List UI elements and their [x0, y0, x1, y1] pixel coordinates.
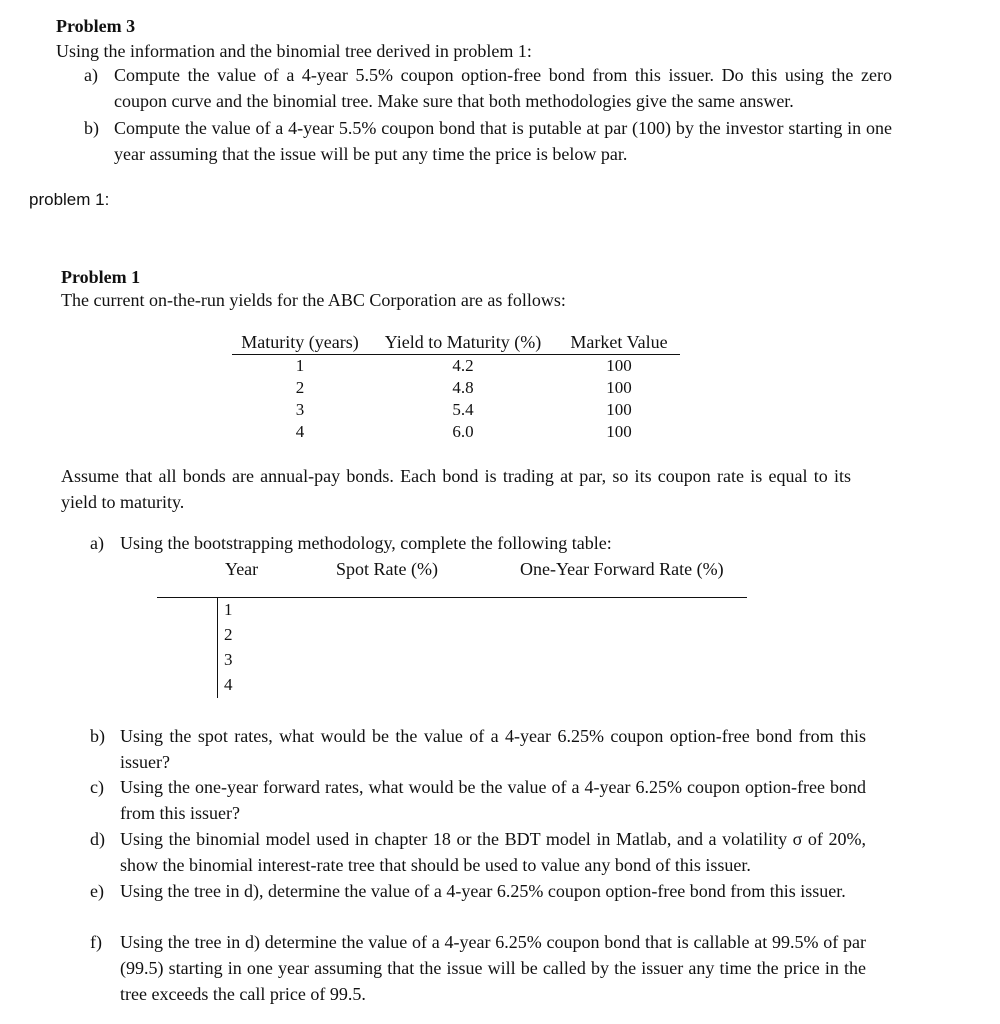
header-market-value: Market Value — [570, 332, 668, 352]
year-cell: 1 — [224, 600, 233, 619]
problem3-item-b — [84, 115, 892, 167]
item-text: Using the spot rates, what would be the value of a 4-year 6.25% coupon option-free bond from this issuer? — [120, 726, 866, 772]
problem1-note: problem 1: — [29, 190, 110, 209]
item-label: a) — [90, 533, 104, 553]
problem1-item-a — [90, 530, 790, 556]
year-cell: 3 — [224, 650, 233, 669]
item-label: b) — [90, 726, 105, 746]
item-text: Using the binomial model used in chapter 18 or the BDT model in Matlab, and a volatility σ of 20%, show the binomial interest-rate tree that should be used to value any bond of this issuer. — [120, 829, 866, 875]
item-text: Using the one-year forward rates, what would be the value of a 4-year 6.25% coupon option-free bond from this issuer? — [120, 777, 866, 823]
item-label: d) — [90, 829, 105, 849]
cell: 6.0 — [452, 422, 474, 441]
table-row — [232, 399, 680, 421]
table-divider — [217, 597, 218, 698]
assumption-text: Assume that all bonds are annual-pay bonds. Each bond is trading at par, so its coupon rate is equal to its yield to maturity. — [61, 466, 851, 512]
item-label: a) — [84, 65, 98, 85]
table-row — [232, 421, 680, 443]
cell: 4.2 — [452, 356, 474, 375]
item-text: Compute the value of a 4-year 5.5% coupon bond that is putable at par (100) by the investor starting in one year assuming that the issue will be put any time the price is below par. — [114, 118, 892, 164]
item-text: Using the tree in d) determine the value of a 4-year 6.25% coupon bond that is callable at 99.5% of par (99.5) starting in one year assuming that the issue will be called by the issuer any time the price in the tree exceeds the call price of 99.5. — [120, 932, 866, 1004]
cell: 5.4 — [452, 400, 474, 419]
problem1-item-d — [90, 826, 866, 878]
year-cell: 4 — [224, 675, 233, 694]
problem1-intro: The current on-the-run yields for the ABC Corporation are as follows: — [61, 290, 566, 310]
item-label: e) — [90, 881, 104, 901]
year-cell: 2 — [224, 625, 233, 644]
header-ytm: Yield to Maturity (%) — [384, 332, 542, 352]
table-rule — [157, 597, 747, 598]
cell: 100 — [606, 356, 632, 375]
item-text: Using the bootstrapping methodology, complete the following table: — [120, 533, 612, 553]
cell: 3 — [295, 400, 305, 419]
problem1-item-f — [90, 929, 866, 1007]
header-year: Year — [225, 559, 259, 579]
cell: 100 — [606, 422, 632, 441]
item-text: Using the tree in d), determine the value of a 4-year 6.25% coupon option-free bond from this issuer. — [120, 881, 846, 901]
yields-table-header — [232, 330, 680, 355]
cell: 2 — [295, 378, 305, 397]
header-spot-rate: Spot Rate (%) — [336, 559, 438, 579]
table-row — [232, 355, 680, 377]
cell: 100 — [606, 400, 632, 419]
problem1-item-b — [90, 723, 866, 775]
problem1-item-e — [90, 878, 866, 904]
header-maturity: Maturity (years) — [241, 332, 359, 352]
problem1-title: Problem 1 — [61, 267, 141, 287]
table-row — [232, 377, 680, 399]
item-label: b) — [84, 118, 99, 138]
problem3-title: Problem 3 — [56, 16, 136, 36]
problem1-item-c — [90, 774, 866, 826]
item-label: c) — [90, 777, 104, 797]
item-label: f) — [90, 932, 102, 952]
cell: 100 — [606, 378, 632, 397]
header-forward-rate: One-Year Forward Rate (%) — [520, 559, 724, 579]
problem3-item-a — [84, 62, 892, 114]
cell: 1 — [295, 356, 305, 375]
cell: 4.8 — [452, 378, 474, 397]
problem3-intro: Using the information and the binomial tree derived in problem 1: — [56, 41, 532, 61]
yields-table — [232, 330, 680, 443]
cell: 4 — [295, 422, 305, 441]
item-text: Compute the value of a 4-year 5.5% coupon option-free bond from this issuer. Do this using the zero coupon curve and the binomial tree. Make sure that both methodologies give the same answer. — [114, 65, 892, 111]
